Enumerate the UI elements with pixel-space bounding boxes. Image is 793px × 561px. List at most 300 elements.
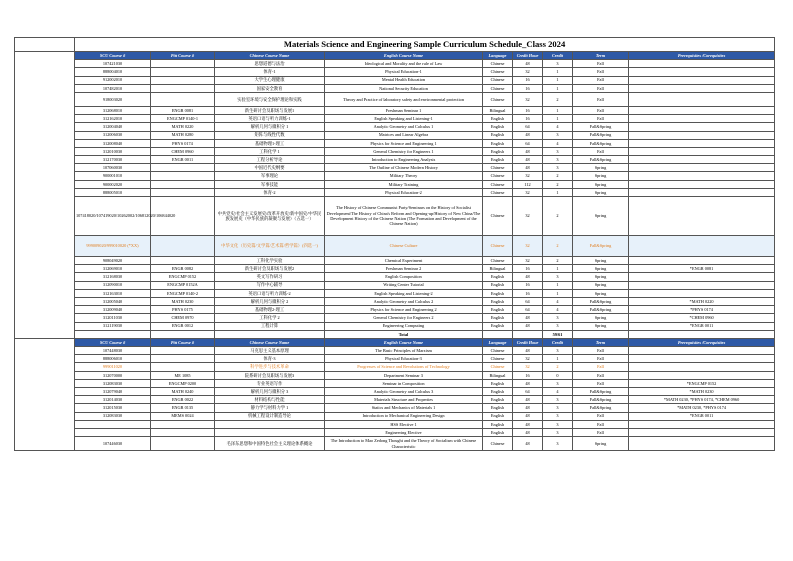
credit-hour-cell: 16 bbox=[513, 84, 543, 92]
prereq-cell bbox=[629, 257, 775, 265]
chinese-name-cell: 军事技能 bbox=[215, 180, 325, 188]
credit-cell: 1 bbox=[543, 115, 573, 123]
term-cell: Fall&Spring bbox=[573, 139, 629, 147]
scu-course-cell: 312004040 bbox=[75, 123, 151, 131]
english-name-cell: Mental Health Education bbox=[325, 76, 483, 84]
language-cell: Chinese bbox=[483, 164, 513, 172]
table-row bbox=[15, 236, 775, 257]
table-row bbox=[15, 172, 775, 180]
english-name-cell: General Chemistry for Engineers 1 bbox=[325, 147, 483, 155]
pitt-course-cell bbox=[151, 68, 215, 76]
total-spacer bbox=[573, 330, 629, 338]
table-row bbox=[15, 84, 775, 92]
language-cell: English bbox=[483, 314, 513, 322]
pitt-course-cell: MEMS 0024 bbox=[151, 412, 215, 420]
table-row bbox=[15, 156, 775, 164]
scu-course-cell: 312009040 bbox=[75, 306, 151, 314]
language-cell: English bbox=[483, 139, 513, 147]
language-cell: Chinese bbox=[483, 437, 513, 451]
credit-hour-cell: 48 bbox=[513, 379, 543, 387]
chinese-name-cell: 机械工程设计制造导论 bbox=[215, 412, 325, 420]
scu-course-cell: 888006010 bbox=[75, 355, 151, 363]
table-row bbox=[15, 404, 775, 412]
table-row bbox=[15, 289, 775, 297]
language-cell: English bbox=[483, 428, 513, 436]
curriculum-table bbox=[14, 37, 775, 451]
table-row bbox=[15, 131, 775, 139]
english-name-cell: The History of Chinese Communist Party/Seminars on the History of Socialist Development/The History of China's Reform and Opening-up/History of New China/The Development History of the Chinese Nation (The Formation and Development of the Chinese Nation) bbox=[325, 197, 483, 236]
pitt-course-cell: ENGCMP 0140-2 bbox=[151, 289, 215, 297]
credit-cell: 4 bbox=[543, 123, 573, 131]
credit-cell: 3 bbox=[543, 437, 573, 451]
credit-hour-cell: 48 bbox=[513, 412, 543, 420]
credit-cell: 2 bbox=[543, 92, 573, 106]
prereq-cell bbox=[629, 363, 775, 371]
table-row bbox=[15, 76, 775, 84]
chinese-name-cell: 新生研讨会及职场与发展1 bbox=[215, 106, 325, 114]
english-name-cell: Military Theory bbox=[325, 172, 483, 180]
table-row bbox=[15, 106, 775, 114]
pitt-course-cell bbox=[151, 428, 215, 436]
scu-course-cell: 312090010 bbox=[75, 281, 151, 289]
credit-cell: 1 bbox=[543, 76, 573, 84]
english-name-cell: Military Training bbox=[325, 180, 483, 188]
english-name-cell: Introduction to Engineering Analysis bbox=[325, 156, 483, 164]
term-cell: Spring bbox=[573, 437, 629, 451]
credit-hour-cell: 32 bbox=[513, 92, 543, 106]
pitt-course-cell bbox=[151, 76, 215, 84]
prereq-cell bbox=[629, 164, 775, 172]
total-spacer bbox=[629, 330, 775, 338]
language-cell: English bbox=[483, 156, 513, 164]
scu-course-cell: 312079040 bbox=[75, 388, 151, 396]
scu-course-cell: 312163010 bbox=[75, 289, 151, 297]
credit-cell: 3 bbox=[543, 404, 573, 412]
table-row bbox=[15, 388, 775, 396]
english-name-cell: Writing Center Tutorial bbox=[325, 281, 483, 289]
credit-cell: 3 bbox=[543, 420, 573, 428]
scu-course-cell: 312011030 bbox=[75, 314, 151, 322]
chinese-name-cell: 解析几何与微积分 2 bbox=[215, 297, 325, 305]
table-row bbox=[15, 123, 775, 131]
prereq-cell: *MATH 0230, *PHYS 0174 bbox=[629, 404, 775, 412]
language-cell: English bbox=[483, 115, 513, 123]
credit-cell: 1 bbox=[543, 188, 573, 196]
english-name-cell: National Security Education bbox=[325, 84, 483, 92]
table-row bbox=[15, 265, 775, 273]
pitt-course-cell: PHYS 0174 bbox=[151, 139, 215, 147]
english-name-cell: Introduction to Mechanical Engineering Design bbox=[325, 412, 483, 420]
pitt-course-cell: MATH 0230 bbox=[151, 297, 215, 305]
pitt-course-cell: ENGR 0012 bbox=[151, 322, 215, 330]
prereq-cell bbox=[629, 68, 775, 76]
credit-cell: 1 bbox=[543, 106, 573, 114]
total-label: Total bbox=[325, 330, 483, 338]
prereq-cell bbox=[629, 60, 775, 68]
table-row bbox=[15, 147, 775, 155]
credit-cell: 3 bbox=[543, 314, 573, 322]
term-cell: Fall bbox=[573, 76, 629, 84]
scu-course-cell bbox=[75, 428, 151, 436]
column-header: Credit Hour bbox=[513, 52, 543, 60]
language-cell: Chinese bbox=[483, 76, 513, 84]
table-row bbox=[15, 180, 775, 188]
scu-course-cell: 312010030 bbox=[75, 147, 151, 155]
header-row bbox=[15, 52, 775, 60]
pitt-course-cell bbox=[151, 363, 215, 371]
chinese-name-cell: 工程分析导论 bbox=[215, 156, 325, 164]
column-header: Prerequisites /Corequisites bbox=[629, 52, 775, 60]
english-name-cell: Physical Education-1 bbox=[325, 68, 483, 76]
language-cell: Chinese bbox=[483, 197, 513, 236]
credit-cell: 1 bbox=[543, 355, 573, 363]
prereq-cell bbox=[629, 147, 775, 155]
term-cell: Fall&Spring bbox=[573, 404, 629, 412]
prereq-cell: *MATH 0230, *PHYS 0174, *CHEM 0960 bbox=[629, 396, 775, 404]
chinese-name-cell: 工科化学实验 bbox=[215, 257, 325, 265]
english-name-cell: Progresses of Science and Revolutions of Technology bbox=[325, 363, 483, 371]
credit-cell: 3 bbox=[543, 412, 573, 420]
credit-hour-cell: 32 bbox=[513, 236, 543, 257]
credit-cell: 1 bbox=[543, 281, 573, 289]
table-row bbox=[15, 420, 775, 428]
prereq-cell bbox=[629, 371, 775, 379]
prereq-cell bbox=[629, 115, 775, 123]
scu-course-cell: 107421030 bbox=[75, 60, 151, 68]
term-cell: Fall bbox=[573, 412, 629, 420]
prereq-cell bbox=[629, 188, 775, 196]
column-header: Credit bbox=[543, 338, 573, 346]
scu-course-cell: 312005040 bbox=[75, 297, 151, 305]
credit-hour-cell: 32 bbox=[513, 197, 543, 236]
english-name-cell: Theory and Practice of laboratory safety and environmental protection bbox=[325, 92, 483, 106]
chinese-name-cell: 静力学与材料力学 1 bbox=[215, 404, 325, 412]
column-header: Language bbox=[483, 52, 513, 60]
credit-hour-cell: 64 bbox=[513, 139, 543, 147]
credit-cell: 3 bbox=[543, 60, 573, 68]
credit-hour-cell: 48 bbox=[513, 147, 543, 155]
credit-hour-cell: 48 bbox=[513, 60, 543, 68]
prereq-cell: *MATH 0220 bbox=[629, 297, 775, 305]
english-name-cell: Freshman Seminar 1 bbox=[325, 106, 483, 114]
pitt-course-cell bbox=[151, 164, 215, 172]
term-cell: Spring bbox=[573, 180, 629, 188]
chinese-name-cell: 大学生心理健康 bbox=[215, 76, 325, 84]
language-cell: Bilingual bbox=[483, 106, 513, 114]
credit-hour-cell: 32 bbox=[513, 172, 543, 180]
chinese-name-cell: 新生研讨会及职场与发展2 bbox=[215, 265, 325, 273]
table-row bbox=[15, 115, 775, 123]
credit-hour-cell: 64 bbox=[513, 297, 543, 305]
term-cell: Spring bbox=[573, 281, 629, 289]
language-cell: English bbox=[483, 273, 513, 281]
corner-cell bbox=[15, 38, 75, 52]
language-cell: Chinese bbox=[483, 180, 513, 188]
pitt-course-cell: ENGCMP 0200 bbox=[151, 379, 215, 387]
scu-course-cell: 107446030 bbox=[75, 437, 151, 451]
credit-cell: 3 bbox=[543, 428, 573, 436]
credit-cell: 3 bbox=[543, 347, 573, 355]
credit-hour-cell: 64 bbox=[513, 123, 543, 131]
credit-cell: 4 bbox=[543, 139, 573, 147]
chinese-name-cell: 英文写作研习 bbox=[215, 273, 325, 281]
table-row bbox=[15, 314, 775, 322]
total-credit: 59/61 bbox=[543, 330, 573, 338]
prereq-cell bbox=[629, 139, 775, 147]
scu-course-cell: 312168030 bbox=[75, 273, 151, 281]
credit-hour-cell: 16 bbox=[513, 76, 543, 84]
term-cell: Spring bbox=[573, 289, 629, 297]
scu-course-cell: 999009020/999010020 (*XX) bbox=[75, 236, 151, 257]
scu-course-cell: 900001010 bbox=[75, 172, 151, 180]
prereq-cell: *ENGCMP 0152 bbox=[629, 379, 775, 387]
scu-course-cell: 107482010 bbox=[75, 84, 151, 92]
credit-hour-cell: 16 bbox=[513, 115, 543, 123]
prereq-cell bbox=[629, 420, 775, 428]
chinese-name-cell: 基础物理2-理工 bbox=[215, 306, 325, 314]
pitt-course-cell: ENGR 0011 bbox=[151, 156, 215, 164]
credit-hour-cell: 32 bbox=[513, 355, 543, 363]
term-cell: Fall bbox=[573, 428, 629, 436]
term-cell: Fall bbox=[573, 147, 629, 155]
credit-cell: 3 bbox=[543, 147, 573, 155]
chinese-name-cell: 工科化学 2 bbox=[215, 314, 325, 322]
prereq-cell: *ENGR 0011 bbox=[629, 412, 775, 420]
term-cell: Fall&Spring bbox=[573, 236, 629, 257]
table-row bbox=[15, 257, 775, 265]
credit-hour-cell: 64 bbox=[513, 388, 543, 396]
chinese-name-cell bbox=[215, 420, 325, 428]
language-cell: English bbox=[483, 322, 513, 330]
chinese-name-cell: 中国近代史纲要 bbox=[215, 164, 325, 172]
pitt-course-cell: ENGCMP 0152 bbox=[151, 273, 215, 281]
term-cell: Spring bbox=[573, 257, 629, 265]
chinese-name-cell: 体育-3 bbox=[215, 355, 325, 363]
total-spacer bbox=[75, 330, 151, 338]
prereq-cell bbox=[629, 281, 775, 289]
column-header: Pitt Course # bbox=[151, 338, 215, 346]
scu-course-cell: 312068010 bbox=[75, 106, 151, 114]
credit-cell: 2 bbox=[543, 236, 573, 257]
credit-cell: 3 bbox=[543, 273, 573, 281]
prereq-cell bbox=[629, 106, 775, 114]
language-cell: Chinese bbox=[483, 60, 513, 68]
credit-cell: 2 bbox=[543, 197, 573, 236]
language-cell: English bbox=[483, 131, 513, 139]
prereq-cell bbox=[629, 92, 775, 106]
prereq-cell bbox=[629, 355, 775, 363]
chinese-name-cell: 军事理论 bbox=[215, 172, 325, 180]
pitt-course-cell: MATH 0280 bbox=[151, 131, 215, 139]
prereq-cell: *ENGR 0081 bbox=[629, 265, 775, 273]
table-row bbox=[15, 164, 775, 172]
chinese-name-cell: 英语口语与听力训练-1 bbox=[215, 115, 325, 123]
pitt-course-cell bbox=[151, 84, 215, 92]
prereq-cell bbox=[629, 172, 775, 180]
table-row bbox=[15, 273, 775, 281]
prereq-cell: *MATH 0230 bbox=[629, 388, 775, 396]
term-cell: Fall&Spring bbox=[573, 306, 629, 314]
pitt-course-cell: ENGR 0135 bbox=[151, 404, 215, 412]
scu-course-cell: 107060030 bbox=[75, 164, 151, 172]
pitt-course-cell: ENGCMP 0140-1 bbox=[151, 115, 215, 123]
scu-course-cell: 918003020 bbox=[75, 92, 151, 106]
credit-cell: 2 bbox=[543, 180, 573, 188]
pitt-course-cell: ENGR 0082 bbox=[151, 265, 215, 273]
english-name-cell: Department Seminar 3 bbox=[325, 371, 483, 379]
table-row bbox=[15, 92, 775, 106]
language-cell: Chinese bbox=[483, 236, 513, 257]
chinese-name-cell: 解析几何与微积分 3 bbox=[215, 388, 325, 396]
english-name-cell: English Composition bbox=[325, 273, 483, 281]
language-cell: Chinese bbox=[483, 68, 513, 76]
table-row bbox=[15, 139, 775, 147]
pitt-course-cell bbox=[151, 172, 215, 180]
credit-hour-cell: 16 bbox=[513, 371, 543, 379]
english-name-cell: Freshman Seminar 2 bbox=[325, 265, 483, 273]
chinese-name-cell: 基础物理1-理工 bbox=[215, 139, 325, 147]
term-cell: Spring bbox=[573, 172, 629, 180]
language-cell: English bbox=[483, 123, 513, 131]
prereq-cell bbox=[629, 428, 775, 436]
language-cell: Bilingual bbox=[483, 371, 513, 379]
curriculum-sheet bbox=[14, 37, 774, 451]
pitt-course-cell: ENGR 0022 bbox=[151, 396, 215, 404]
table-row bbox=[15, 60, 775, 68]
credit-hour-cell: 48 bbox=[513, 322, 543, 330]
english-name-cell: Seminar in Composition bbox=[325, 379, 483, 387]
prereq-cell: *PHYS 0174 bbox=[629, 306, 775, 314]
language-cell: Chinese bbox=[483, 355, 513, 363]
credit-cell: 1 bbox=[543, 289, 573, 297]
term-cell: Fall&Spring bbox=[573, 123, 629, 131]
chinese-name-cell: 思想道德与法治 bbox=[215, 60, 325, 68]
language-cell: English bbox=[483, 420, 513, 428]
sheet-title: Materials Science and Engineering Sample Curriculum Schedule_Class 2024 bbox=[75, 38, 775, 52]
pitt-course-cell: ENGCMP 0152A bbox=[151, 281, 215, 289]
credit-cell: 2 bbox=[543, 363, 573, 371]
chinese-name-cell: 矩阵与线性代数 bbox=[215, 131, 325, 139]
english-name-cell: The Outline of Chinese Modern History bbox=[325, 164, 483, 172]
english-name-cell: Analytic Geometry and Calculus 2 bbox=[325, 297, 483, 305]
credit-cell: 3 bbox=[543, 131, 573, 139]
pitt-course-cell: CHEM 0970 bbox=[151, 314, 215, 322]
credit-hour-cell: 16 bbox=[513, 281, 543, 289]
prereq-cell bbox=[629, 180, 775, 188]
language-cell: English bbox=[483, 396, 513, 404]
term-cell: Fall&Spring bbox=[573, 131, 629, 139]
term-cell: Fall bbox=[573, 347, 629, 355]
total-spacer bbox=[513, 330, 543, 338]
term-cell: Fall bbox=[573, 84, 629, 92]
credit-hour-cell: 48 bbox=[513, 314, 543, 322]
table-row bbox=[15, 379, 775, 387]
chinese-name-cell: 中华文化（历史篇/文学篇/艺术篇/哲学篇）(四选一) bbox=[215, 236, 325, 257]
credit-cell: 3 bbox=[543, 379, 573, 387]
prereq-cell bbox=[629, 236, 775, 257]
credit-hour-cell: 112 bbox=[513, 180, 543, 188]
prereq-cell bbox=[629, 273, 775, 281]
column-header: Chinese Course Name bbox=[215, 52, 325, 60]
prereq-cell bbox=[629, 437, 775, 451]
language-cell: English bbox=[483, 412, 513, 420]
chinese-name-cell: 写作中心辅导 bbox=[215, 281, 325, 289]
language-cell: Chinese bbox=[483, 363, 513, 371]
credit-hour-cell: 48 bbox=[513, 396, 543, 404]
scu-course-cell: 312083030 bbox=[75, 412, 151, 420]
credit-hour-cell: 32 bbox=[513, 188, 543, 196]
prereq-cell bbox=[629, 84, 775, 92]
pitt-course-cell bbox=[151, 236, 215, 257]
language-cell: Chinese bbox=[483, 92, 513, 106]
table-row bbox=[15, 428, 775, 436]
chinese-name-cell: 中共党史/社会主义发展史/改革开放史/新中国史/中华民族发展史（中华民族的凝聚与发展）（五选一） bbox=[215, 197, 325, 236]
credit-hour-cell: 16 bbox=[513, 106, 543, 114]
chinese-name-cell: 体育-2 bbox=[215, 188, 325, 196]
term-cell: Spring bbox=[573, 197, 629, 236]
credit-hour-cell: 32 bbox=[513, 68, 543, 76]
scu-course-cell: 312008040 bbox=[75, 139, 151, 147]
language-cell: English bbox=[483, 281, 513, 289]
english-name-cell: English Speaking and Listening-1 bbox=[325, 115, 483, 123]
english-name-cell: Physical Education-3 bbox=[325, 355, 483, 363]
term-cell: Fall bbox=[573, 68, 629, 76]
term-cell: Spring bbox=[573, 322, 629, 330]
column-header: Credit Hour bbox=[513, 338, 543, 346]
term-cell: Fall bbox=[573, 106, 629, 114]
table-row bbox=[15, 281, 775, 289]
english-name-cell: Physics for Science and Engineering 2 bbox=[325, 306, 483, 314]
pitt-course-cell bbox=[151, 257, 215, 265]
chinese-name-cell: 专业英语写作 bbox=[215, 379, 325, 387]
scu-course-cell: 107418020/107419020/10262002/106812020/106844020 bbox=[75, 197, 151, 236]
credit-cell: 0 bbox=[543, 371, 573, 379]
chinese-name-cell: 实验室环境与安全保护理论和实践 bbox=[215, 92, 325, 106]
total-spacer bbox=[215, 330, 325, 338]
credit-hour-cell: 48 bbox=[513, 156, 543, 164]
pitt-course-cell bbox=[151, 420, 215, 428]
scu-course-cell: 107448030 bbox=[75, 347, 151, 355]
english-name-cell: The Basic Principles of Marxism bbox=[325, 347, 483, 355]
chinese-name-cell: 科学进步与技术革命 bbox=[215, 363, 325, 371]
term-cell: Fall&Spring bbox=[573, 297, 629, 305]
column-header: Prerequisites /Corequisites bbox=[629, 338, 775, 346]
language-cell: English bbox=[483, 379, 513, 387]
scu-course-cell: 908049020 bbox=[75, 257, 151, 265]
term-cell: Spring bbox=[573, 273, 629, 281]
credit-hour-cell: 48 bbox=[513, 437, 543, 451]
pitt-course-cell bbox=[151, 437, 215, 451]
column-header: SCU Course # bbox=[75, 338, 151, 346]
credit-hour-cell: 32 bbox=[513, 363, 543, 371]
credit-hour-cell: 48 bbox=[513, 428, 543, 436]
prereq-cell: *ENGR 0011 bbox=[629, 322, 775, 330]
table-row bbox=[15, 412, 775, 420]
pitt-course-cell bbox=[151, 60, 215, 68]
english-name-cell: Physical Education-2 bbox=[325, 188, 483, 196]
pitt-course-cell: MATH 0240 bbox=[151, 388, 215, 396]
chinese-name-cell: 马克思主义基本原理 bbox=[215, 347, 325, 355]
table-row bbox=[15, 188, 775, 196]
term-cell: Fall bbox=[573, 363, 629, 371]
pitt-course-cell bbox=[151, 347, 215, 355]
english-name-cell: Materials Structure and Properties bbox=[325, 396, 483, 404]
column-header: SCU Course # bbox=[75, 52, 151, 60]
term-cell: Fall&Spring bbox=[573, 388, 629, 396]
column-header: English Course Name bbox=[325, 338, 483, 346]
credit-hour-cell: 48 bbox=[513, 273, 543, 281]
scu-course-cell: 888005010 bbox=[75, 188, 151, 196]
